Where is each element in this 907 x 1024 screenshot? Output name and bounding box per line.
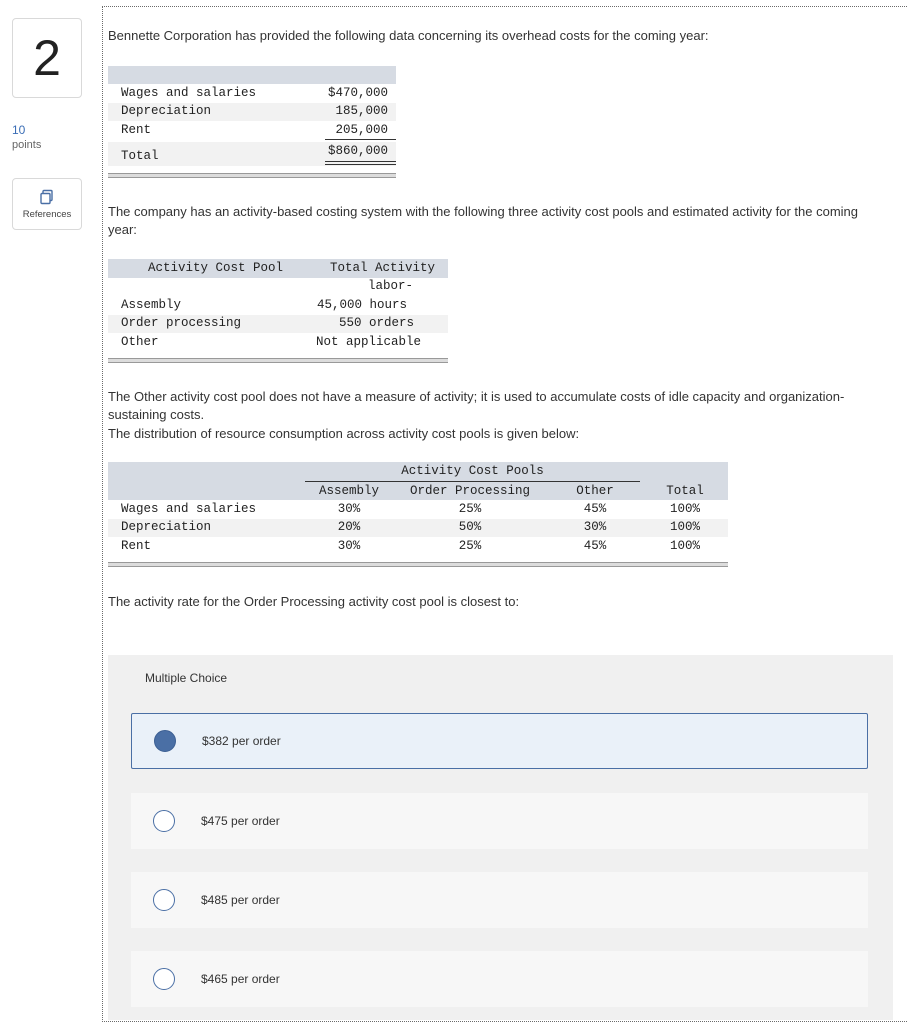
distribution-table-footer xyxy=(108,562,728,567)
overhead-label-depreciation: Depreciation xyxy=(121,104,212,118)
activity-subheader: labor- xyxy=(367,279,413,293)
other-note-text: The Other activity cost pool does not have a measure of activity; it is used to accumulate costs of idle capacity and organization-sustaining costs. xyxy=(108,389,845,422)
distribution-label-rent: Rent xyxy=(121,539,152,553)
choice-option-2[interactable] xyxy=(131,793,868,849)
radio-unselected-icon[interactable] xyxy=(153,968,175,990)
total-double-line xyxy=(325,161,396,165)
distribution-header-total: Total xyxy=(666,484,704,498)
choice-option-1[interactable] xyxy=(131,713,868,769)
activity-pool-other: Other xyxy=(121,335,159,349)
choice-label: $465 per order xyxy=(201,972,280,986)
distribution-header-other: Other xyxy=(576,484,614,498)
radio-selected-icon[interactable] xyxy=(154,730,176,752)
distribution-cell: 45% xyxy=(583,539,607,553)
references-label: References xyxy=(22,208,72,220)
distribution-cell: 20% xyxy=(337,520,361,534)
choice-label: $475 per order xyxy=(201,814,280,828)
overhead-table-header xyxy=(108,66,396,84)
overhead-label-wages: Wages and salaries xyxy=(121,86,257,100)
distribution-header-order: Order Processing xyxy=(409,484,531,498)
distribution-label-wages: Wages and salaries xyxy=(121,502,257,516)
overhead-value-depreciation: 185,000 xyxy=(335,104,388,118)
activity-value-other: Not applicable xyxy=(315,335,421,349)
distribution-cell: 30% xyxy=(337,502,361,516)
radio-unselected-icon[interactable] xyxy=(153,810,175,832)
question-number: 2 xyxy=(12,18,82,98)
distribution-cell: 30% xyxy=(583,520,607,534)
distribution-header-assembly: Assembly xyxy=(318,484,379,498)
group-header-rule xyxy=(305,481,640,482)
points-label: points xyxy=(12,139,42,151)
references-icon xyxy=(39,189,55,205)
activity-table-footer xyxy=(108,358,448,363)
overhead-value-rent: 205,000 xyxy=(335,123,388,137)
distribution-cell: 100% xyxy=(669,502,700,516)
radio-unselected-icon[interactable] xyxy=(153,889,175,911)
abc-intro-text: The company has an activity-based costing system with the following three activity cost pools and estimated activity for the coming year: xyxy=(108,204,859,237)
activity-value-assembly: 45,000 hours xyxy=(316,298,407,312)
distribution-cell: 25% xyxy=(458,539,482,553)
overhead-total-label: Total xyxy=(121,149,159,163)
overhead-table-footer xyxy=(108,173,396,178)
choice-label: $382 per order xyxy=(202,734,281,748)
references-button[interactable] xyxy=(12,178,82,230)
overhead-label-rent: Rent xyxy=(121,123,152,137)
choice-label: $485 per order xyxy=(201,893,280,907)
subtotal-line xyxy=(325,139,396,140)
overhead-value-wages: $470,000 xyxy=(327,86,388,100)
overhead-total-value: $860,000 xyxy=(327,144,388,158)
activity-pool-assembly: Assembly xyxy=(121,298,182,312)
distribution-cell: 45% xyxy=(583,502,607,516)
distribution-cell: 100% xyxy=(669,520,700,534)
multiple-choice-heading: Multiple Choice xyxy=(145,671,228,685)
activity-header-total: Total Activity xyxy=(329,261,435,275)
distribution-group-header: Activity Cost Pools xyxy=(401,464,544,478)
activity-pool-order: Order processing xyxy=(121,316,242,330)
points-value: 10 xyxy=(12,123,26,137)
intro-text: Bennette Corporation has provided the following data concerning its overhead costs for the coming year: xyxy=(108,28,709,43)
distribution-intro-text: The distribution of resource consumption across activity cost pools is given below: xyxy=(108,426,580,441)
activity-header-pool: Activity Cost Pool xyxy=(148,261,284,275)
activity-value-order: 550 orders xyxy=(338,316,414,330)
distribution-label-depreciation: Depreciation xyxy=(121,520,212,534)
distribution-cell: 30% xyxy=(337,539,361,553)
distribution-cell: 50% xyxy=(458,520,482,534)
question-prompt: The activity rate for the Order Processing activity cost pool is closest to: xyxy=(108,594,520,609)
distribution-cell: 100% xyxy=(669,539,700,553)
distribution-cell: 25% xyxy=(458,502,482,516)
choice-option-4[interactable] xyxy=(131,951,868,1007)
choice-option-3[interactable] xyxy=(131,872,868,928)
